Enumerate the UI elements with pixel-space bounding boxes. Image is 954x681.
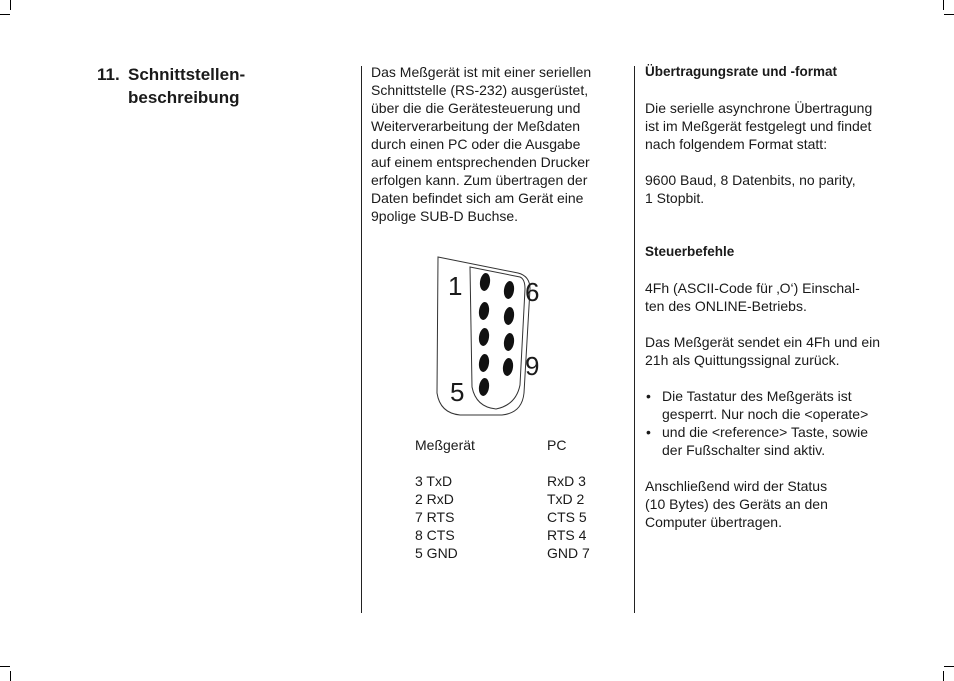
pin-table-header-pc: PC (547, 437, 567, 453)
status-line: (10 Bytes) des Geräts an den (645, 496, 828, 512)
pin-table-device-cell: 3 TxD (415, 473, 453, 489)
pin-table-pc-cell: TxD 2 (547, 491, 585, 507)
section-title-line-2: beschreibung (128, 88, 240, 107)
intro-line: 9polige SUB-D Buchse. (371, 208, 519, 224)
pin-table-row (415, 544, 645, 562)
transfer-heading: Übertragungsrate und -format (645, 64, 838, 79)
pin-table-header (415, 436, 645, 454)
bullet-marker: • (646, 424, 651, 440)
transfer-line: Die serielle asynchrone Übertragung (645, 100, 873, 116)
pin-label-1: 1 (448, 271, 463, 301)
spacer (645, 315, 905, 333)
pin-table-pc-cell: RTS 4 (547, 527, 587, 543)
spacer (645, 153, 905, 171)
pin-7 (503, 306, 515, 325)
bullet-marker: • (646, 388, 651, 404)
bullet-line: gesperrt. Nur noch die <operate> (662, 406, 869, 422)
pin-table-row (415, 490, 645, 508)
intro-line: erfolgen kann. Zum übertragen der (371, 172, 588, 188)
crop-mark-bottom-left-h (0, 666, 10, 667)
pin-8 (503, 332, 515, 351)
pin-table-pc-cell: CTS 5 (547, 509, 587, 525)
intro-line: Schnittstelle (RS-232) ausgerüstet, (371, 82, 589, 98)
connector-inner-shell (470, 267, 525, 409)
pin-label-6: 6 (525, 277, 540, 307)
pin-table-device-cell: 8 CTS (415, 527, 455, 543)
status-line: Computer übertragen. (645, 514, 782, 530)
pin-3 (478, 327, 490, 346)
section-heading (97, 63, 337, 109)
transfer-line: nach folgendem Format statt: (645, 136, 828, 152)
protocol-text (645, 63, 905, 531)
intro-line: durch einen PC oder die Ausgabe (371, 136, 581, 152)
bullet-item (645, 423, 905, 459)
bullet-line: der Fußschalter sind aktiv. (662, 442, 826, 458)
crop-mark-top-left-h (0, 14, 10, 15)
pin-table-pc-cell: GND 7 (547, 545, 590, 561)
reply-line: 21h als Quittungssignal zurück. (645, 352, 840, 368)
intro-line: Weiterverarbeitung der Meßdaten (371, 118, 581, 134)
pin-table-header-device: Meßgerät (415, 437, 475, 453)
column-rule-left (361, 66, 362, 613)
spacer (645, 369, 905, 387)
reply-line: Das Meßgerät sendet ein 4Fh und ein (645, 334, 881, 350)
format-line: 9600 Baud, 8 Datenbits, no parity, (645, 172, 856, 188)
pin-1 (479, 272, 491, 291)
section-title-line-1: Schnittstellen- (128, 65, 246, 84)
pin-6 (503, 280, 515, 299)
command-line: 4Fh (ASCII-Code für ‚O‘) Einschal- (645, 280, 860, 296)
spacer (645, 81, 905, 99)
pin-table-device-cell: 7 RTS (415, 509, 455, 525)
pin-table-device-cell: 2 RxD (415, 491, 454, 507)
pin-9 (502, 357, 514, 376)
pin-table-row (415, 508, 645, 526)
spacer (645, 207, 905, 243)
section-number: 11. (97, 65, 120, 84)
pin-label-9: 9 (525, 351, 540, 381)
pin-assignment-table (415, 436, 645, 562)
intro-line: Das Meßgerät ist mit einer seriellen (371, 64, 592, 80)
crop-mark-top-right-h (944, 14, 954, 15)
format-line: 1 Stopbit. (645, 190, 705, 206)
spacer (645, 261, 905, 279)
sub-d-connector-diagram (430, 253, 550, 423)
intro-text (371, 63, 611, 225)
pin-table-device-cell: 5 GND (415, 545, 458, 561)
crop-mark-bottom-right-h (944, 666, 954, 667)
spacer (645, 459, 905, 477)
bullet-line: Die Tastatur des Meßgeräts ist (662, 388, 852, 404)
intro-line: Daten befindet sich am Gerät eine (371, 190, 584, 206)
status-bullet-list (645, 387, 905, 459)
pin-5 (478, 377, 490, 396)
pin-2 (478, 301, 490, 320)
crop-mark-top-right-v (943, 0, 944, 10)
intro-line: auf einem entsprechenden Drucker (371, 154, 590, 170)
pin-4 (478, 353, 490, 372)
pin-table-pc-cell: RxD 3 (547, 473, 586, 489)
pin-table-row (415, 472, 645, 490)
commands-heading: Steuerbefehle (645, 244, 735, 259)
crop-mark-bottom-left-v (10, 671, 11, 681)
transfer-line: ist im Meßgerät festgelegt und findet (645, 118, 872, 134)
pin-label-5: 5 (450, 377, 465, 407)
bullet-line: und die <reference> Taste, sowie (662, 424, 868, 440)
pin-table-spacer (415, 454, 645, 472)
pin-table-row (415, 526, 645, 544)
crop-mark-bottom-right-v (943, 671, 944, 681)
status-line: Anschließend wird der Status (645, 478, 828, 494)
command-line: ten des ONLINE-Betriebs. (645, 298, 807, 314)
intro-line: über die die Gerätesteuerung und (371, 100, 581, 116)
bullet-item (645, 387, 905, 423)
crop-mark-top-left-v (10, 0, 11, 10)
